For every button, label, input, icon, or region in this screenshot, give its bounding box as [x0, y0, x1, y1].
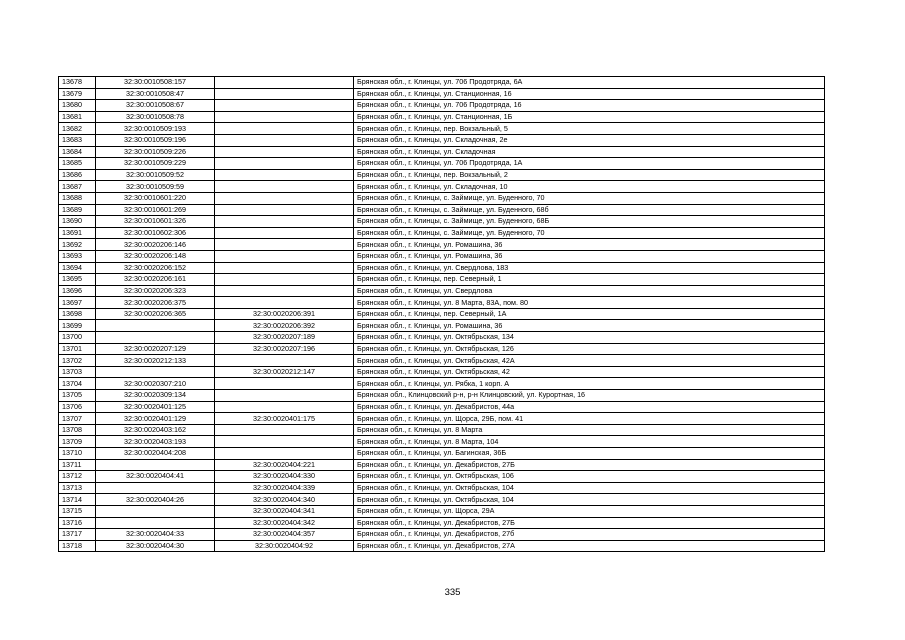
row-number-cell: 13704 [59, 378, 96, 390]
table-body [59, 77, 825, 552]
row-number-cell: 13714 [59, 494, 96, 506]
row-number-cell: 13697 [59, 297, 96, 309]
row-number-cell: 13713 [59, 482, 96, 494]
table-row [59, 332, 825, 344]
cadastral-number-cell: 32:30:0010508:47 [96, 88, 215, 100]
address-cell: Брянская обл., г. Клинцы, ул. 706 Продотряда, 1А [354, 158, 825, 170]
address-cell: Брянская обл., г. Клинцы, ул. Складочная, 10 [354, 181, 825, 193]
row-number-cell: 13679 [59, 88, 96, 100]
row-number-cell: 13700 [59, 332, 96, 344]
address-cell: Брянская обл., г. Клинцы, ул. Октябрьская, 134 [354, 332, 825, 344]
table-row [59, 471, 825, 483]
table-row [59, 320, 825, 332]
linked-cadastral-number-cell [215, 436, 354, 448]
table-row [59, 390, 825, 402]
address-cell: Брянская обл., г. Клинцы, ул. Октябрьская, 126 [354, 343, 825, 355]
cadastral-number-cell: 32:30:0010601:269 [96, 204, 215, 216]
linked-cadastral-number-cell [215, 123, 354, 135]
table-row [59, 343, 825, 355]
address-cell: Брянская обл., г. Клинцы, ул. Октябрьская, 104 [354, 482, 825, 494]
row-number-cell: 13687 [59, 181, 96, 193]
cadastral-number-cell: 32:30:0010509:193 [96, 123, 215, 135]
table-row [59, 378, 825, 390]
cadastral-number-cell: 32:30:0020404:30 [96, 540, 215, 552]
row-number-cell: 13698 [59, 308, 96, 320]
linked-cadastral-number-cell [215, 239, 354, 251]
address-cell: Брянская обл., г. Клинцы, ул. Ромашина, 36 [354, 250, 825, 262]
row-number-cell: 13680 [59, 100, 96, 112]
cadastral-number-cell [96, 505, 215, 517]
table-row [59, 262, 825, 274]
table-row [59, 297, 825, 309]
cadastral-number-cell: 32:30:0020403:162 [96, 424, 215, 436]
row-number-cell: 13709 [59, 436, 96, 448]
address-cell: Брянская обл., г. Клинцы, ул. Декабристов, 44а [354, 401, 825, 413]
address-cell: Брянская обл., г. Клинцы, ул. Декабристов, 27Б [354, 517, 825, 529]
cadastral-number-cell [96, 332, 215, 344]
cadastral-number-cell: 32:30:0020207:129 [96, 343, 215, 355]
table-row [59, 540, 825, 552]
row-number-cell: 13682 [59, 123, 96, 135]
address-cell: Брянская обл., г. Клинцы, с. Займище, ул. Буденного, 70 [354, 227, 825, 239]
linked-cadastral-number-cell [215, 401, 354, 413]
address-cell: Брянская обл., г. Клинцы, ул. Рябка, 1 корп. А [354, 378, 825, 390]
table-row [59, 424, 825, 436]
address-cell: Брянская обл., г. Клинцы, ул. Свердлова, 183 [354, 262, 825, 274]
table-row [59, 517, 825, 529]
table-row [59, 169, 825, 181]
linked-cadastral-number-cell [215, 77, 354, 89]
row-number-cell: 13699 [59, 320, 96, 332]
table-row [59, 482, 825, 494]
address-cell: Брянская обл., г. Клинцы, ул. 706 Продотряда, 6А [354, 77, 825, 89]
row-number-cell: 13695 [59, 274, 96, 286]
row-number-cell: 13717 [59, 529, 96, 541]
cadastral-register-table [58, 76, 825, 552]
linked-cadastral-number-cell [215, 355, 354, 367]
row-number-cell: 13681 [59, 111, 96, 123]
row-number-cell: 13689 [59, 204, 96, 216]
cadastral-number-cell: 32:30:0010601:326 [96, 216, 215, 228]
cadastral-number-cell: 32:30:0010509:196 [96, 134, 215, 146]
linked-cadastral-number-cell [215, 390, 354, 402]
table-row [59, 285, 825, 297]
linked-cadastral-number-cell [215, 111, 354, 123]
cadastral-number-cell: 32:30:0010508:78 [96, 111, 215, 123]
address-cell: Брянская обл., г. Клинцы, ул. Октябрьская, 42А [354, 355, 825, 367]
linked-cadastral-number-cell: 32:30:0020404:339 [215, 482, 354, 494]
linked-cadastral-number-cell [215, 100, 354, 112]
table-row [59, 366, 825, 378]
cadastral-number-cell: 32:30:0020212:133 [96, 355, 215, 367]
row-number-cell: 13705 [59, 390, 96, 402]
row-number-cell: 13692 [59, 239, 96, 251]
row-number-cell: 13702 [59, 355, 96, 367]
cadastral-number-cell: 32:30:0020206:161 [96, 274, 215, 286]
table-row [59, 204, 825, 216]
table-row [59, 77, 825, 89]
address-cell: Брянская обл., г. Клинцы, ул. Декабристов, 27А [354, 540, 825, 552]
cadastral-number-cell: 32:30:0020404:208 [96, 448, 215, 460]
cadastral-number-cell: 32:30:0010509:59 [96, 181, 215, 193]
address-cell: Брянская обл., г. Клинцы, ул. Складочная, 2е [354, 134, 825, 146]
linked-cadastral-number-cell [215, 297, 354, 309]
table-row [59, 436, 825, 448]
row-number-cell: 13694 [59, 262, 96, 274]
address-cell: Брянская обл., г. Клинцы, ул. 8 Марта [354, 424, 825, 436]
address-cell: Брянская обл., г. Клинцы, с. Займище, ул. Буденного, 70 [354, 192, 825, 204]
cadastral-number-cell: 32:30:0020307:210 [96, 378, 215, 390]
linked-cadastral-number-cell [215, 274, 354, 286]
linked-cadastral-number-cell [215, 192, 354, 204]
cadastral-number-cell: 32:30:0010508:157 [96, 77, 215, 89]
table-row [59, 88, 825, 100]
cadastral-number-cell: 32:30:0010602:306 [96, 227, 215, 239]
linked-cadastral-number-cell [215, 88, 354, 100]
table-row [59, 239, 825, 251]
cadastral-number-cell: 32:30:0010509:226 [96, 146, 215, 158]
address-cell: Брянская обл., г. Клинцы, пер. Вокзальный, 2 [354, 169, 825, 181]
table-row [59, 448, 825, 460]
linked-cadastral-number-cell: 32:30:0020206:391 [215, 308, 354, 320]
address-cell: Брянская обл., г. Клинцы, ул. Щорса, 29А [354, 505, 825, 517]
address-cell: Брянская обл., г. Клинцы, ул. 8 Марта, 83А, пом. 80 [354, 297, 825, 309]
address-cell: Брянская обл., г. Клинцы, с. Займище, ул. Буденного, 68Б [354, 216, 825, 228]
table-row [59, 505, 825, 517]
row-number-cell: 13718 [59, 540, 96, 552]
address-cell: Брянская обл., г. Клинцы, с. Займище, ул. Буденного, 68б [354, 204, 825, 216]
row-number-cell: 13715 [59, 505, 96, 517]
linked-cadastral-number-cell [215, 262, 354, 274]
table-row [59, 250, 825, 262]
linked-cadastral-number-cell: 32:30:0020207:189 [215, 332, 354, 344]
address-cell: Брянская обл., г. Клинцы, ул. Октябрьская, 42 [354, 366, 825, 378]
cadastral-number-cell [96, 320, 215, 332]
cadastral-number-cell: 32:30:0020401:129 [96, 413, 215, 425]
row-number-cell: 13693 [59, 250, 96, 262]
address-cell: Брянская обл., г. Клинцы, ул. Станционная, 16 [354, 88, 825, 100]
cadastral-number-cell: 32:30:0020403:193 [96, 436, 215, 448]
cadastral-number-cell: 32:30:0020206:146 [96, 239, 215, 251]
linked-cadastral-number-cell [215, 204, 354, 216]
cadastral-number-cell: 32:30:0020401:125 [96, 401, 215, 413]
cadastral-number-cell [96, 482, 215, 494]
address-cell: Брянская обл., г. Клинцы, ул. 706 Продотряда, 16 [354, 100, 825, 112]
linked-cadastral-number-cell: 32:30:0020212:147 [215, 366, 354, 378]
address-cell: Брянская обл., г. Клинцы, ул. Багинская, 36Б [354, 448, 825, 460]
linked-cadastral-number-cell: 32:30:0020401:175 [215, 413, 354, 425]
row-number-cell: 13691 [59, 227, 96, 239]
row-number-cell: 13685 [59, 158, 96, 170]
table-row [59, 459, 825, 471]
cadastral-number-cell: 32:30:0020404:33 [96, 529, 215, 541]
cadastral-number-cell: 32:30:0020206:375 [96, 297, 215, 309]
cadastral-number-cell [96, 459, 215, 471]
linked-cadastral-number-cell [215, 216, 354, 228]
linked-cadastral-number-cell [215, 146, 354, 158]
linked-cadastral-number-cell [215, 424, 354, 436]
address-cell: Брянская обл., г. Клинцы, ул. Декабристов, 27б [354, 529, 825, 541]
linked-cadastral-number-cell [215, 181, 354, 193]
cadastral-number-cell: 32:30:0010509:229 [96, 158, 215, 170]
table-row [59, 146, 825, 158]
row-number-cell: 13710 [59, 448, 96, 460]
row-number-cell: 13686 [59, 169, 96, 181]
linked-cadastral-number-cell: 32:30:0020404:341 [215, 505, 354, 517]
cadastral-number-cell: 32:30:0020404:26 [96, 494, 215, 506]
row-number-cell: 13707 [59, 413, 96, 425]
row-number-cell: 13678 [59, 77, 96, 89]
table-row [59, 158, 825, 170]
cadastral-number-cell [96, 517, 215, 529]
table-row [59, 413, 825, 425]
linked-cadastral-number-cell: 32:30:0020207:196 [215, 343, 354, 355]
linked-cadastral-number-cell [215, 378, 354, 390]
address-cell: Брянская обл., г. Клинцы, ул. Свердлова [354, 285, 825, 297]
table-row [59, 355, 825, 367]
address-cell: Брянская обл., г. Клинцы, ул. Ромашина, 36 [354, 239, 825, 251]
cadastral-number-cell: 32:30:0020404:41 [96, 471, 215, 483]
page-number: 335 [444, 587, 461, 598]
address-cell: Брянская обл., Клинцовский р-н, р-н Клинцовский, ул. Курортная, 16 [354, 390, 825, 402]
table-row [59, 494, 825, 506]
table-row [59, 401, 825, 413]
linked-cadastral-number-cell: 32:30:0020404:221 [215, 459, 354, 471]
row-number-cell: 13703 [59, 366, 96, 378]
address-cell: Брянская обл., г. Клинцы, пер. Северный, 1А [354, 308, 825, 320]
address-cell: Брянская обл., г. Клинцы, ул. Декабристов, 27Б [354, 459, 825, 471]
table-row [59, 274, 825, 286]
linked-cadastral-number-cell: 32:30:0020404:330 [215, 471, 354, 483]
linked-cadastral-number-cell: 32:30:0020404:342 [215, 517, 354, 529]
table-row [59, 100, 825, 112]
row-number-cell: 13708 [59, 424, 96, 436]
row-number-cell: 13706 [59, 401, 96, 413]
table-row [59, 227, 825, 239]
row-number-cell: 13690 [59, 216, 96, 228]
address-cell: Брянская обл., г. Клинцы, ул. Ромашина, 36 [354, 320, 825, 332]
linked-cadastral-number-cell [215, 134, 354, 146]
cadastral-number-cell: 32:30:0020206:152 [96, 262, 215, 274]
address-cell: Брянская обл., г. Клинцы, ул. Щорса, 29Б, пом. 41 [354, 413, 825, 425]
address-cell: Брянская обл., г. Клинцы, ул. Октябрьская, 106 [354, 471, 825, 483]
cadastral-number-cell: 32:30:0010508:67 [96, 100, 215, 112]
table-row [59, 529, 825, 541]
row-number-cell: 13696 [59, 285, 96, 297]
table-row [59, 192, 825, 204]
row-number-cell: 13684 [59, 146, 96, 158]
address-cell: Брянская обл., г. Клинцы, ул. Октябрьская, 104 [354, 494, 825, 506]
linked-cadastral-number-cell: 32:30:0020404:92 [215, 540, 354, 552]
address-cell: Брянская обл., г. Клинцы, ул. 8 Марта, 104 [354, 436, 825, 448]
table-row [59, 111, 825, 123]
linked-cadastral-number-cell [215, 169, 354, 181]
table-row [59, 181, 825, 193]
row-number-cell: 13688 [59, 192, 96, 204]
table-row [59, 308, 825, 320]
table-row [59, 123, 825, 135]
row-number-cell: 13683 [59, 134, 96, 146]
address-cell: Брянская обл., г. Клинцы, пер. Вокзальный, 5 [354, 123, 825, 135]
cadastral-number-cell: 32:30:0020206:148 [96, 250, 215, 262]
cadastral-number-cell: 32:30:0010509:52 [96, 169, 215, 181]
row-number-cell: 13712 [59, 471, 96, 483]
linked-cadastral-number-cell [215, 285, 354, 297]
cadastral-number-cell: 32:30:0010601:220 [96, 192, 215, 204]
row-number-cell: 13716 [59, 517, 96, 529]
linked-cadastral-number-cell: 32:30:0020404:357 [215, 529, 354, 541]
address-cell: Брянская обл., г. Клинцы, ул. Станционная, 1Б [354, 111, 825, 123]
cadastral-number-cell: 32:30:0020206:365 [96, 308, 215, 320]
cadastral-number-cell: 32:30:0020309:134 [96, 390, 215, 402]
linked-cadastral-number-cell [215, 158, 354, 170]
address-cell: Брянская обл., г. Клинцы, ул. Складочная [354, 146, 825, 158]
linked-cadastral-number-cell [215, 448, 354, 460]
table-row [59, 216, 825, 228]
table-row [59, 134, 825, 146]
linked-cadastral-number-cell [215, 250, 354, 262]
row-number-cell: 13701 [59, 343, 96, 355]
cadastral-number-cell: 32:30:0020206:323 [96, 285, 215, 297]
linked-cadastral-number-cell: 32:30:0020206:392 [215, 320, 354, 332]
linked-cadastral-number-cell: 32:30:0020404:340 [215, 494, 354, 506]
address-cell: Брянская обл., г. Клинцы, пер. Северный, 1 [354, 274, 825, 286]
linked-cadastral-number-cell [215, 227, 354, 239]
row-number-cell: 13711 [59, 459, 96, 471]
cadastral-number-cell [96, 366, 215, 378]
